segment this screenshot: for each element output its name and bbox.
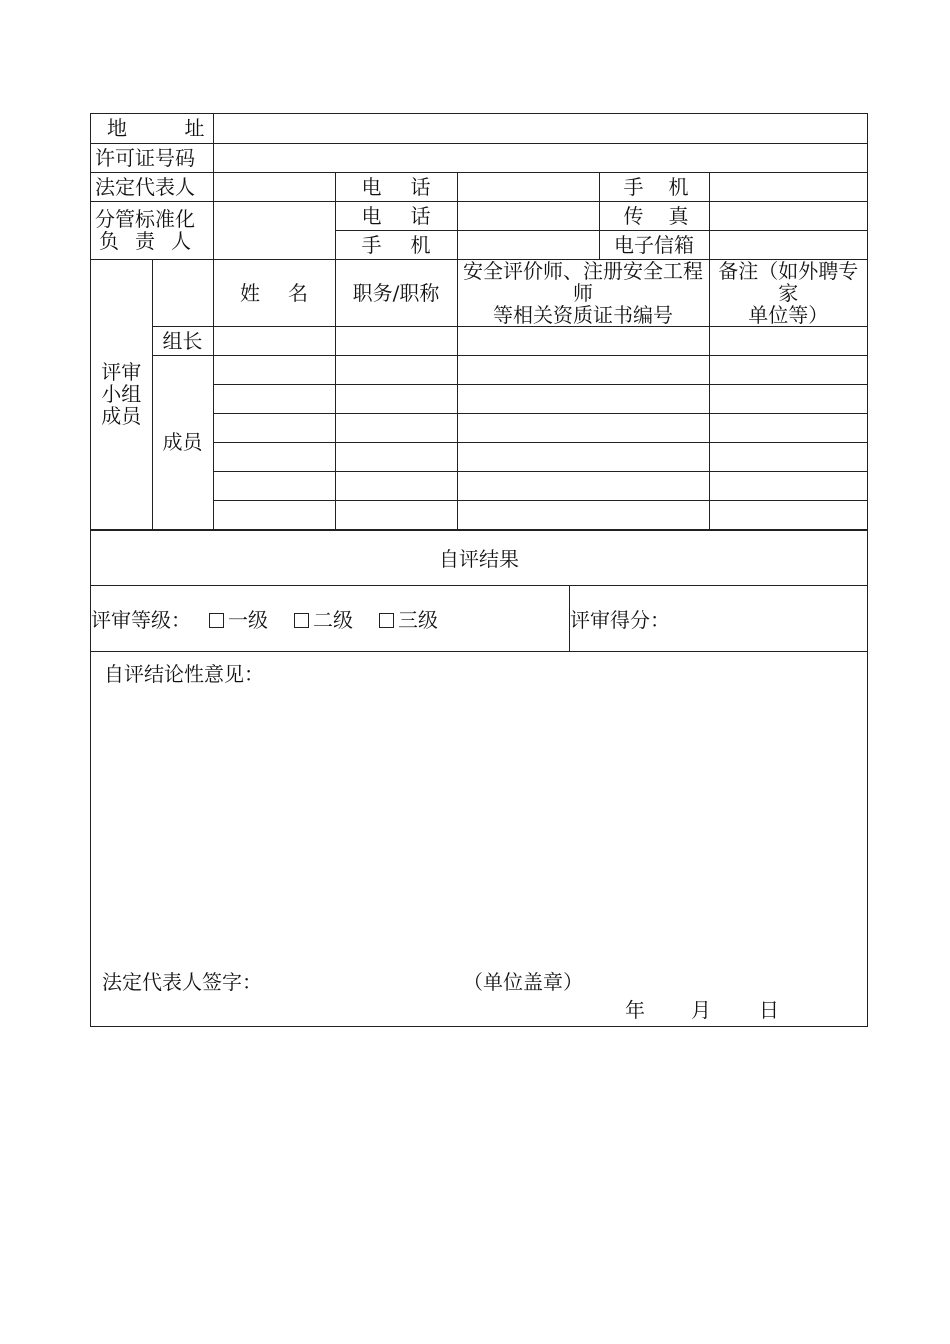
cell[interactable] bbox=[213, 384, 335, 413]
legal-rep-field[interactable] bbox=[213, 172, 335, 201]
header-certificate: 安全评价师、注册安全工程师 等相关资质证书编号 bbox=[457, 259, 709, 326]
cell[interactable] bbox=[709, 355, 867, 384]
date-year: 年 bbox=[625, 997, 645, 1022]
seal-label: （单位盖章） bbox=[463, 969, 583, 994]
self-evaluation-form bbox=[90, 113, 868, 1027]
legal-rep-phone-label: 电 话 bbox=[335, 172, 457, 201]
email-field[interactable] bbox=[709, 230, 867, 259]
legal-rep-mobile-field[interactable] bbox=[709, 172, 867, 201]
cell[interactable] bbox=[709, 326, 867, 355]
grade-section bbox=[91, 586, 570, 651]
legal-rep-mobile-label: 手 机 bbox=[623, 174, 689, 199]
leader-label: 组长 bbox=[152, 326, 213, 355]
signature-label: 法定代表人签字： bbox=[102, 969, 262, 994]
score-label: 评审得分： bbox=[570, 607, 670, 632]
cell[interactable] bbox=[335, 471, 457, 500]
score-section[interactable] bbox=[570, 586, 867, 651]
cell[interactable] bbox=[213, 471, 335, 500]
cell[interactable] bbox=[213, 355, 335, 384]
cell[interactable] bbox=[457, 471, 709, 500]
date-month: 月 bbox=[691, 997, 711, 1022]
fax-field[interactable] bbox=[709, 201, 867, 230]
cell[interactable] bbox=[213, 413, 335, 442]
cell[interactable] bbox=[335, 442, 457, 471]
header-remark: 备注（如外聘专家 单位等） bbox=[709, 259, 867, 326]
header-title: 职务/职称 bbox=[335, 259, 457, 326]
cell[interactable] bbox=[457, 384, 709, 413]
legal-rep-label: 法定代表人 bbox=[91, 172, 213, 201]
address-label: 地 址 bbox=[91, 114, 213, 143]
table-row bbox=[91, 326, 867, 355]
cell[interactable] bbox=[709, 471, 867, 500]
grade-row bbox=[91, 585, 867, 651]
std-manager-mobile-field[interactable] bbox=[458, 231, 600, 259]
member-label: 成员 bbox=[152, 355, 213, 529]
review-team-label: 评审 小组 成员 bbox=[91, 259, 152, 529]
fax-label: 传 真 bbox=[623, 203, 689, 228]
table-row bbox=[91, 355, 867, 384]
grade-label: 评审等级： bbox=[91, 607, 191, 632]
cell[interactable] bbox=[335, 326, 457, 355]
cell[interactable] bbox=[457, 413, 709, 442]
result-title: 自评结果 bbox=[91, 530, 867, 585]
std-manager-label: 分管标准化 负 责 人 bbox=[91, 201, 213, 259]
checkbox-icon[interactable] bbox=[379, 613, 394, 628]
cell[interactable] bbox=[709, 442, 867, 471]
cell[interactable] bbox=[335, 384, 457, 413]
header-name: 姓 名 bbox=[213, 259, 335, 326]
license-label: 许可证号码 bbox=[91, 143, 213, 172]
cell[interactable] bbox=[457, 326, 709, 355]
grade-option-1[interactable]: 一级 bbox=[209, 604, 268, 633]
cell[interactable] bbox=[335, 500, 457, 529]
cell[interactable] bbox=[213, 500, 335, 529]
grade-option-3[interactable]: 三级 bbox=[379, 604, 438, 633]
cell[interactable] bbox=[213, 442, 335, 471]
cell[interactable] bbox=[709, 384, 867, 413]
checkbox-icon[interactable] bbox=[209, 613, 224, 628]
cell[interactable] bbox=[335, 413, 457, 442]
std-manager-phone-label: 电 话 bbox=[335, 201, 457, 230]
cell[interactable] bbox=[457, 355, 709, 384]
email-label: 电子信箱 bbox=[614, 232, 694, 257]
date-day: 日 bbox=[759, 997, 779, 1022]
cell[interactable] bbox=[213, 326, 335, 355]
std-manager-mobile-label: 手 机 bbox=[335, 230, 457, 259]
opinion-section[interactable] bbox=[91, 651, 867, 1026]
cell[interactable] bbox=[457, 442, 709, 471]
cell[interactable] bbox=[457, 500, 709, 529]
info-table bbox=[91, 114, 867, 530]
grade-option-2[interactable]: 二级 bbox=[294, 604, 353, 633]
cell[interactable] bbox=[335, 355, 457, 384]
cell[interactable] bbox=[709, 500, 867, 529]
license-field[interactable] bbox=[213, 143, 867, 172]
opinion-label: 自评结论性意见： bbox=[104, 661, 264, 686]
address-field[interactable] bbox=[213, 114, 867, 143]
team-header-blank bbox=[152, 259, 213, 326]
checkbox-icon[interactable] bbox=[294, 613, 309, 628]
cell[interactable] bbox=[709, 413, 867, 442]
legal-rep-phone-field[interactable] bbox=[458, 173, 600, 201]
std-manager-phone-field[interactable] bbox=[458, 202, 600, 230]
std-manager-field[interactable] bbox=[213, 201, 335, 259]
